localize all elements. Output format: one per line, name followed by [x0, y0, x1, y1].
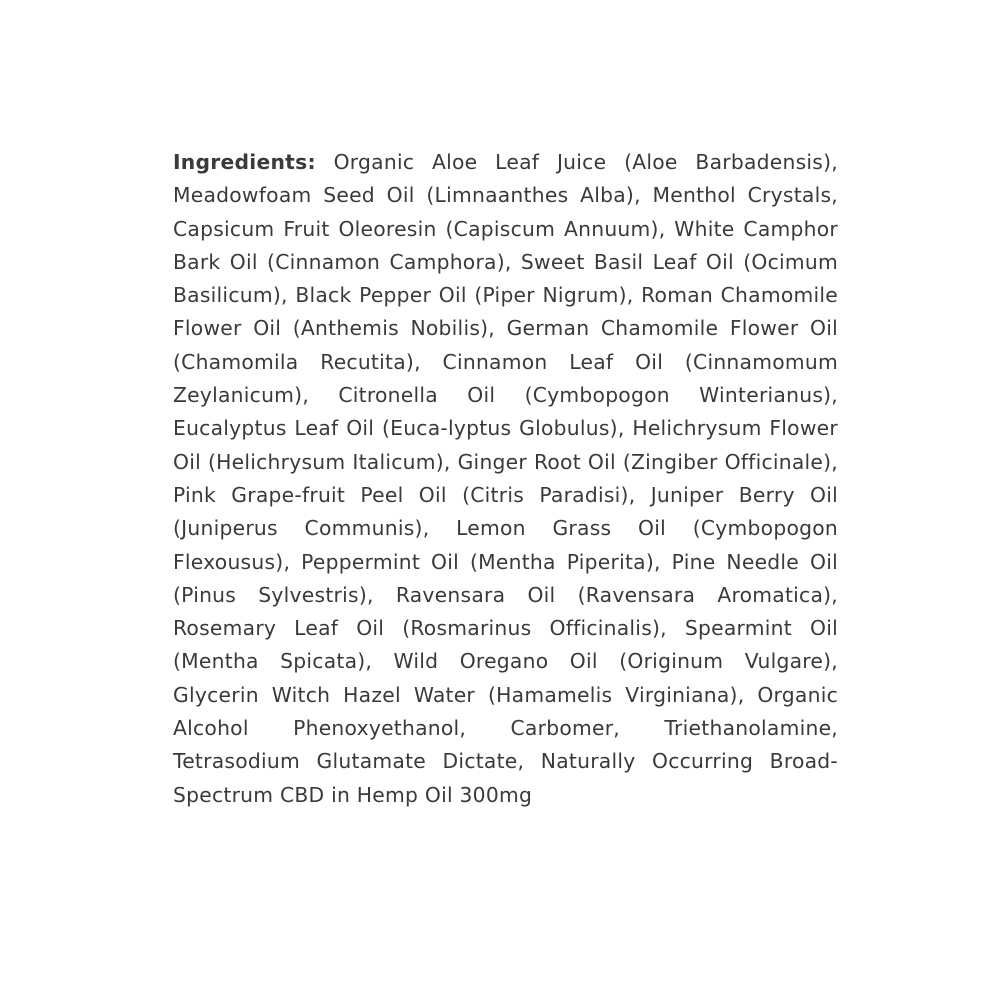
ingredients-paragraph [173, 146, 838, 812]
ingredients-text: Organic Aloe Leaf Juice (Aloe Barbadensis), Meadowfoam Seed Oil (Limnaanthes Alba), Menthol Crystals, Capsicum Fruit Oleoresin (Capiscum Annuum), White Camphor Bark Oil (Cinnamon Camphora), Sweet Basil Leaf Oil (Ocimum Basilicum), Black Pepper Oil (Piper Nigrum), Roman Chamomile Flower Oil (Anthemis Nobilis), German Chamomile Flower Oil (Chamomila Recutita), Cinnamon Leaf Oil (Cinnamomum Zeylanicum), Citronella Oil (Cymbopogon Winterianus), Eucalyptus Leaf Oil (Euca-lyptus Globulus), Helichrysum Flower Oil (Helichrysum Italicum), Ginger Root Oil (Zingiber Officinale), Pink Grape-fruit Peel Oil (Citris Paradisi), Juniper Berry Oil (Juniperus Communis), Lemon Grass Oil (Cymbopogon Flexousus), Peppermint Oil (Mentha Piperita), Pine Needle Oil (Pinus Sylvestris), Ravensara Oil (Ravensara Aromatica), Rosemary Leaf Oil (Rosmarinus Officinalis), Spearmint Oil (Mentha Spicata), Wild Oregano Oil (Originum Vulgare), Glycerin Witch Hazel Water (Hamamelis Virginiana), Organic Alcohol Phenoxyethanol, Carbomer, Triethanolamine, Tetrasodium Glutamate Dictate, Naturally Occurring Broad-Spectrum CBD in Hemp Oil 300mg [173, 150, 838, 807]
ingredients-label: Ingredients: [173, 150, 316, 174]
